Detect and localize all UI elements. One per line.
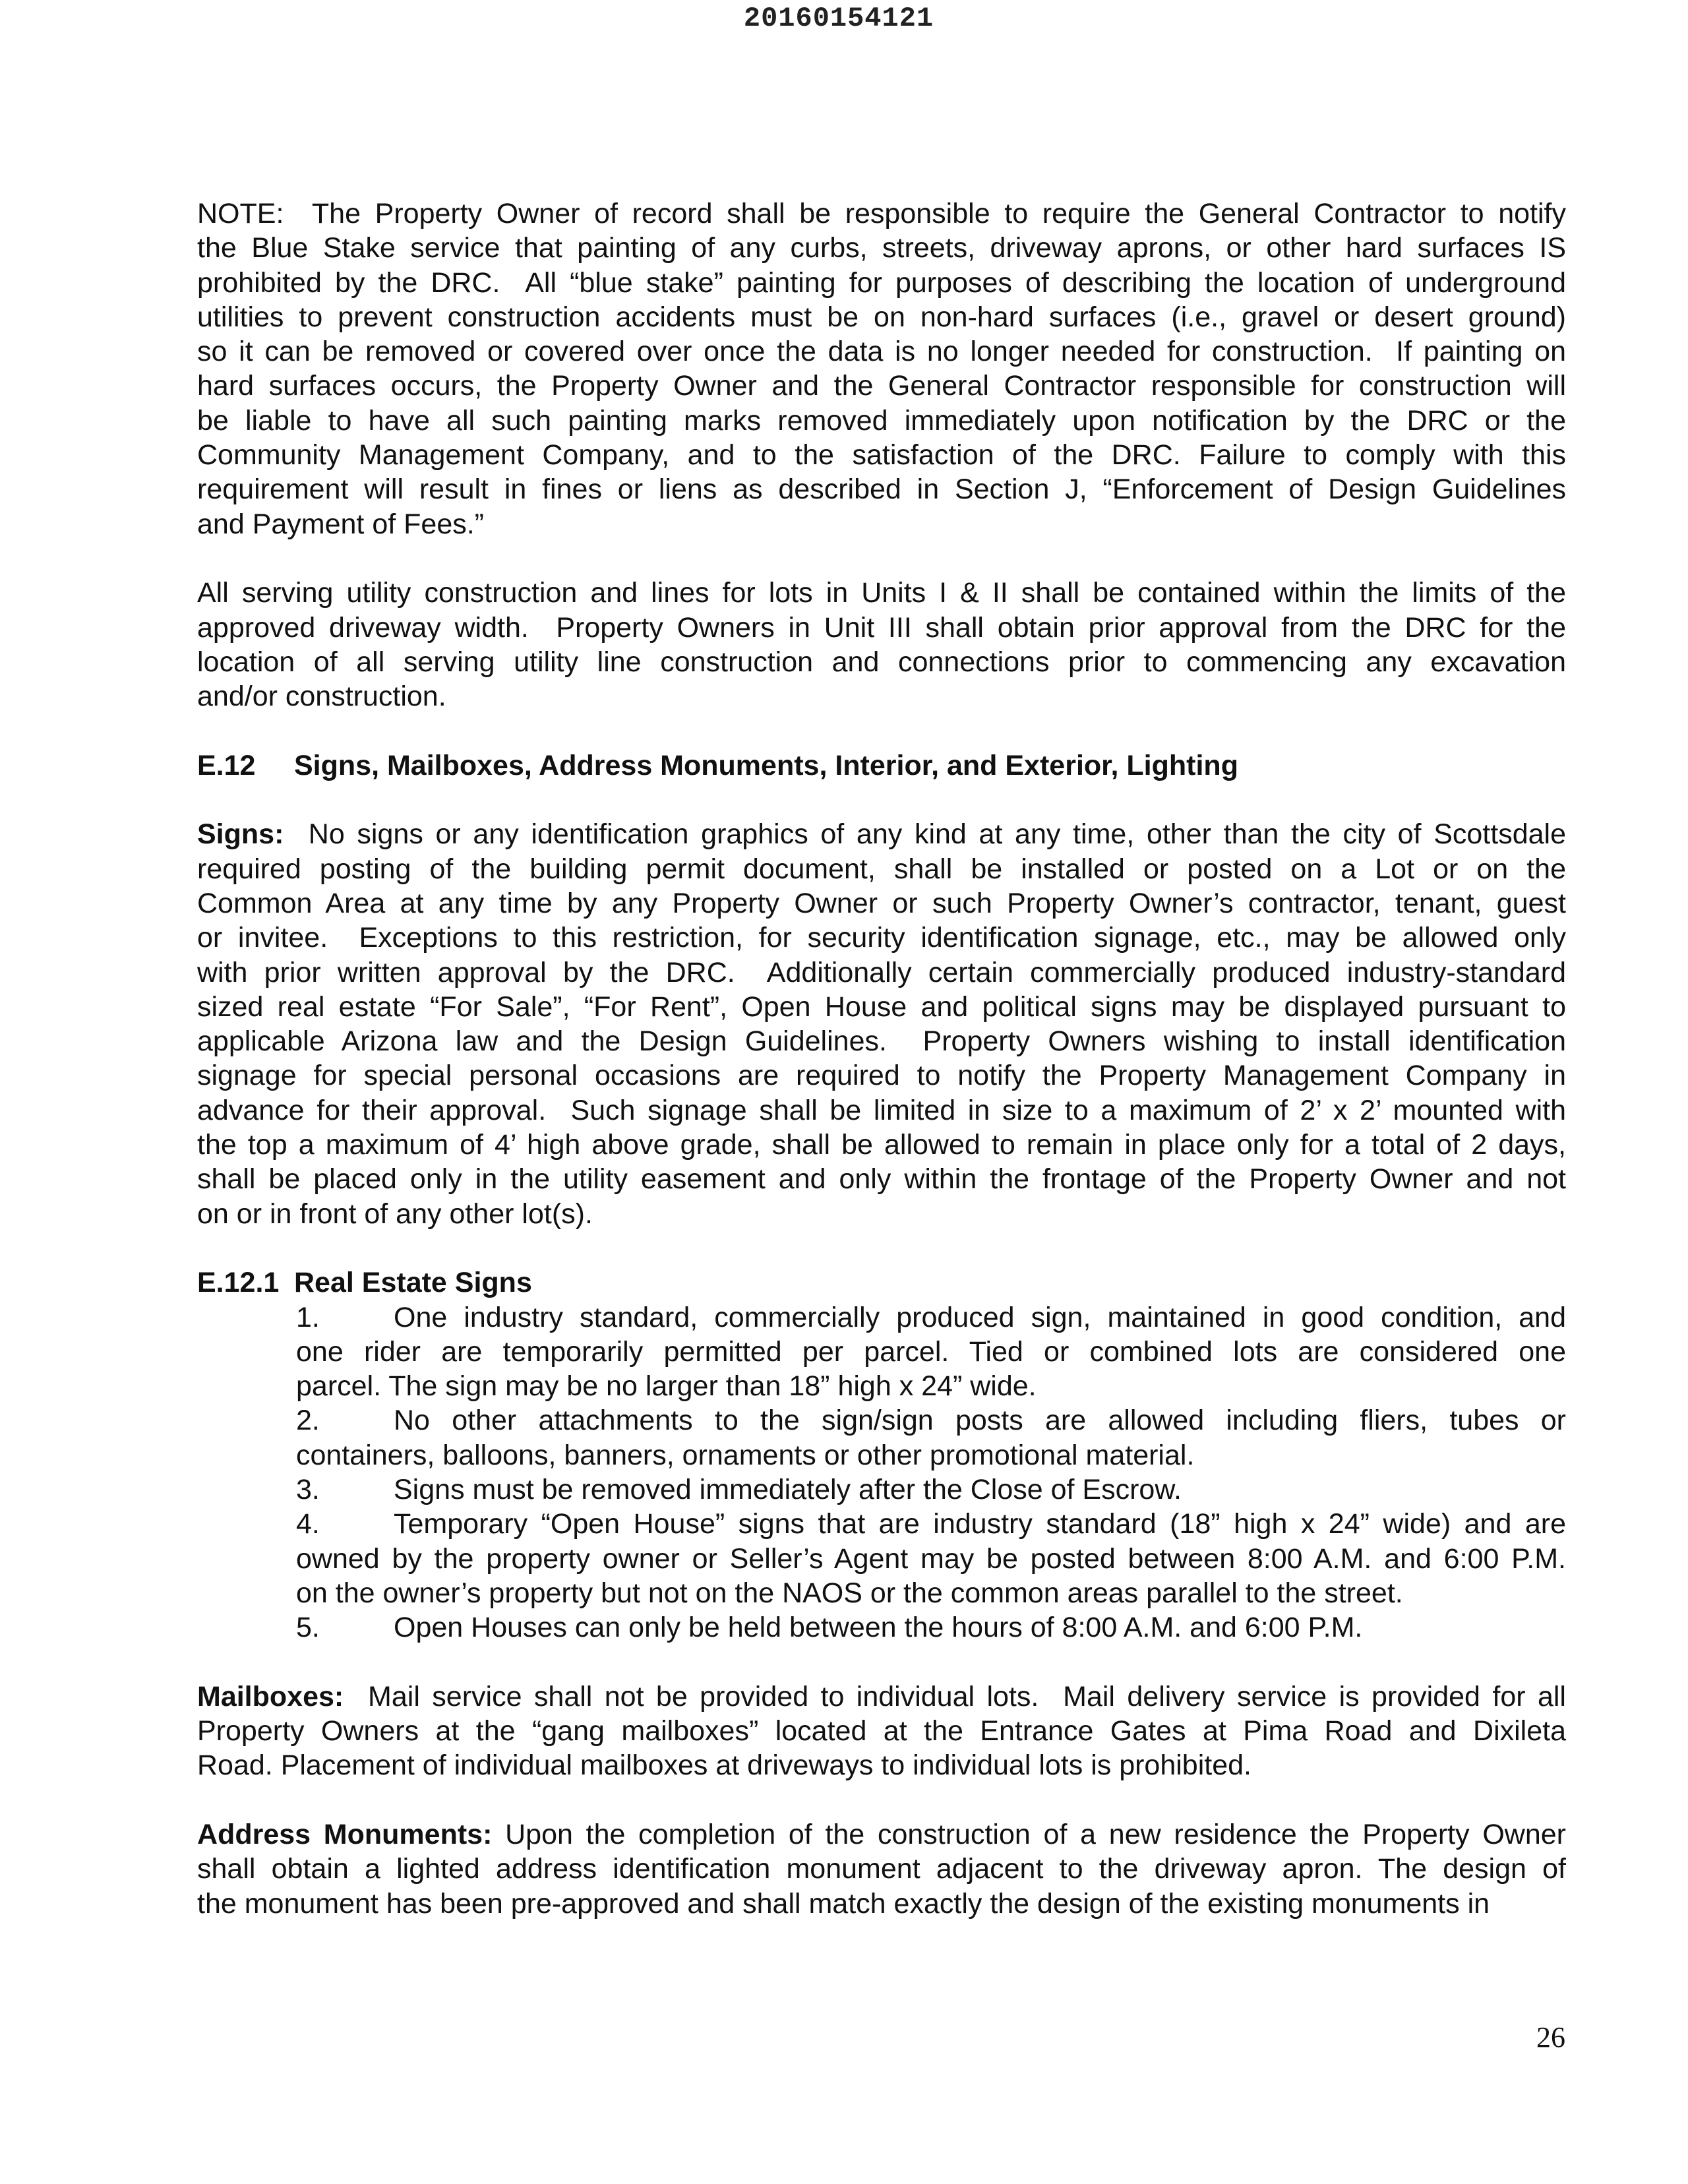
- paragraph-line: [197, 438, 1566, 472]
- line-text: Common Area at any time by any Property Owner or such Property Owner’s contractor, tenant, guest: [197, 887, 1566, 919]
- line-text: so it can be removed or covered over once the data is no longer needed for construction. If painting on: [197, 336, 1566, 368]
- list-item: [197, 1610, 1566, 1645]
- list-item-number: 5.: [296, 1612, 320, 1644]
- paragraph-line: [197, 990, 1566, 1024]
- section-heading: [197, 748, 1566, 783]
- paragraph-line: [197, 1887, 1566, 1921]
- paragraph-label: Address Monuments:: [197, 1818, 493, 1850]
- paragraph: [197, 1817, 1566, 1921]
- document-number: 20160154121: [743, 3, 934, 34]
- list-item: [197, 1300, 1566, 1404]
- paragraph: [197, 197, 1566, 541]
- line-text: Mail service shall not be provided to individual lots. Mail delivery service is provided for all: [344, 1680, 1566, 1713]
- paragraph-line: [197, 645, 1566, 679]
- line-text: signage for special personal occasions are required to notify the Property Management Company in: [197, 1060, 1566, 1092]
- line-text: Road. Placement of individual mailboxes at driveways to individual lots is prohibited.: [197, 1749, 1251, 1782]
- paragraph-line: [197, 1714, 1566, 1748]
- line-text: the top a maximum of 4’ high above grade, shall be allowed to remain in place only for a total of 2 days,: [197, 1129, 1566, 1161]
- line-text: shall obtain a lighted address identification monument adjacent to the driveway apron. The design of: [197, 1853, 1566, 1885]
- list-item-line: [197, 1576, 1566, 1610]
- paragraph-line: [197, 507, 1566, 541]
- paragraph-line: [197, 300, 1566, 334]
- line-text: with prior written approval by the DRC. Additionally certain commercially produced industry-standard: [197, 956, 1566, 988]
- paragraph-line: [197, 1093, 1566, 1128]
- line-text: advance for their approval. Such signage shall be limited in size to a maximum of 2’ x 2’ mounted with: [197, 1094, 1566, 1126]
- paragraph-line: [197, 817, 1566, 851]
- paragraph-line: [197, 886, 1566, 921]
- line-text: one rider are temporarily permitted per parcel. Tied or combined lots are considered one: [296, 1335, 1566, 1368]
- line-text: Temporary “Open House” signs that are industry standard (18” high x 24” wide) and are: [394, 1508, 1566, 1540]
- line-text: requirement will result in fines or liens as described in Section J, “Enforcement of Design Guidelines: [197, 473, 1566, 506]
- numbered-list: [197, 1300, 1566, 1645]
- paragraph-line: [197, 852, 1566, 886]
- list-item-line: [197, 1369, 1566, 1403]
- line-text: NOTE: The Property Owner of record shall be responsible to require the General Contractor to notify: [197, 198, 1566, 229]
- line-text: All serving utility construction and lines for lots in Units I & II shall be contained within the limits of the: [197, 577, 1566, 609]
- list-item-line: [197, 1542, 1566, 1576]
- list-item-line: [296, 1610, 1566, 1645]
- line-text: No signs or any identification graphics of any kind at any time, other than the city of Scottsdale: [284, 818, 1566, 851]
- paragraph-line: [197, 1680, 1566, 1714]
- line-text: sized real estate “For Sale”, “For Rent”, Open House and political signs may be displayed pursuant to: [197, 990, 1566, 1023]
- page-number: 26: [1536, 2021, 1565, 2053]
- paragraph-line: [197, 472, 1566, 506]
- paragraph-line: [197, 404, 1566, 438]
- list-item: [197, 1472, 1566, 1507]
- paragraph-line: [197, 266, 1566, 300]
- line-text: owned by the property owner or Seller’s Agent may be posted between 8:00 A.M. and 6:00 P.M.: [296, 1542, 1566, 1575]
- line-text: Upon the completion of the construction of a new residence the Property Owner: [492, 1818, 1566, 1850]
- line-text: Open Houses can only be held between the hours of 8:00 A.M. and 6:00 P.M.: [394, 1612, 1363, 1644]
- line-text: Community Management Company, and to the satisfaction of the DRC. Failure to comply with this: [197, 439, 1566, 471]
- list-item-number: 1.: [296, 1301, 320, 1333]
- line-text: be liable to have all such painting marks removed immediately upon notification by the DRC or the: [197, 404, 1566, 437]
- paragraph-line: [197, 197, 1566, 231]
- paragraph-line: [197, 1197, 1566, 1231]
- section-number: E.12: [197, 749, 256, 781]
- list-item-number: 3.: [296, 1473, 320, 1505]
- section-title: Real Estate Signs: [294, 1267, 532, 1299]
- line-text: approved driveway width. Property Owners in Unit III shall obtain prior approval from the DRC for the: [197, 611, 1566, 644]
- paragraph-line: [197, 1058, 1566, 1093]
- list-item-line: [296, 1403, 1566, 1438]
- line-text: or invitee. Exceptions to this restriction, for security identification signage, etc., may be allowed only: [197, 922, 1566, 954]
- paragraph-line: [197, 1748, 1566, 1782]
- line-text: applicable Arizona law and the Design Guidelines. Property Owners wishing to install identification: [197, 1025, 1566, 1058]
- paragraph-line: [197, 611, 1566, 645]
- paragraph-line: [197, 1817, 1566, 1852]
- line-text: required posting of the building permit document, shall be installed or posted on a Lot or on the: [197, 853, 1566, 885]
- line-text: on the owner’s property but not on the NAOS or the common areas parallel to the street.: [296, 1577, 1403, 1609]
- line-text: on or in front of any other lot(s).: [197, 1198, 593, 1230]
- list-item-number: 4.: [296, 1508, 320, 1540]
- paragraph-line: [197, 679, 1566, 713]
- paragraph: [197, 576, 1566, 713]
- paragraph-line: [197, 1852, 1566, 1886]
- list-item-line: [296, 1300, 1566, 1335]
- paragraph-line: [197, 1024, 1566, 1058]
- line-text: prohibited by the DRC. All “blue stake” painting for purposes of describing the location of underground: [197, 266, 1566, 299]
- section-title: Signs, Mailboxes, Address Monuments, Interior, and Exterior, Lighting: [294, 749, 1238, 781]
- paragraph-label: Mailboxes:: [197, 1680, 344, 1713]
- section-heading: [197, 1265, 1566, 1300]
- paragraph: [197, 817, 1566, 1231]
- line-text: location of all serving utility line construction and connections prior to commencing any excavation: [197, 646, 1566, 678]
- list-item-line: [197, 1438, 1566, 1472]
- line-text: Property Owners at the “gang mailboxes” located at the Entrance Gates at Pima Road and Dixileta: [197, 1715, 1566, 1747]
- paragraph-line: [197, 334, 1566, 369]
- paragraph-line: [197, 921, 1566, 955]
- line-text: hard surfaces occurs, the Property Owner and the General Contractor responsible for construction will: [197, 370, 1566, 402]
- line-text: containers, balloons, banners, ornaments or other promotional material.: [296, 1439, 1195, 1471]
- line-text: and Payment of Fees.”: [197, 508, 484, 540]
- paragraph-line: [197, 1128, 1566, 1162]
- paragraph-line: [197, 1162, 1566, 1196]
- list-item-line: [197, 1335, 1566, 1369]
- paragraph-line: [197, 369, 1566, 403]
- line-text: utilities to prevent construction accidents must be on non-hard surfaces (i.e., gravel or desert ground): [197, 301, 1566, 333]
- paragraph-line: [197, 576, 1566, 610]
- line-text: parcel. The sign may be no larger than 18” high x 24” wide.: [296, 1370, 1037, 1403]
- list-item-line: [296, 1507, 1566, 1541]
- section-number: E.12.1: [197, 1267, 280, 1299]
- list-item: [197, 1403, 1566, 1472]
- line-text: the monument has been pre-approved and shall match exactly the design of the existing monuments in: [197, 1887, 1490, 1920]
- list-item: [197, 1507, 1566, 1610]
- line-text: the Blue Stake service that painting of any curbs, streets, driveway aprons, or other hard surfaces IS: [197, 232, 1566, 264]
- line-text: shall be placed only in the utility easement and only within the frontage of the Property Owner and not: [197, 1163, 1566, 1196]
- paragraph-label: Signs:: [197, 818, 284, 851]
- list-item-line: [296, 1472, 1566, 1507]
- line-text: and/or construction.: [197, 681, 446, 713]
- line-text: One industry standard, commercially produced sign, maintained in good condition, and: [394, 1301, 1566, 1333]
- paragraph-line: [197, 956, 1566, 990]
- line-text: Signs must be removed immediately after the Close of Escrow.: [394, 1473, 1182, 1505]
- line-text: No other attachments to the sign/sign posts are allowed including fliers, tubes or: [394, 1405, 1566, 1437]
- list-item-number: 2.: [296, 1405, 320, 1437]
- document-body: [197, 197, 1566, 1955]
- paragraph: [197, 1680, 1566, 1783]
- paragraph-line: [197, 231, 1566, 265]
